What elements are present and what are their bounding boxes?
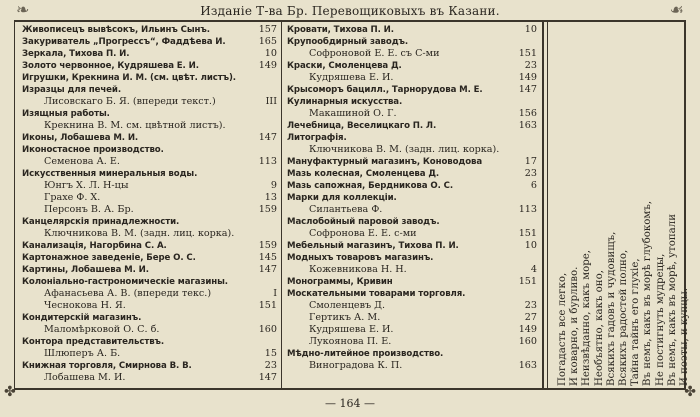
page-header: Изданіе Т-ва Бр. Перевощиковыхъ въ Казани.: [200, 4, 500, 18]
entry-page-number: [274, 228, 277, 240]
entry-text: Монограммы, Кривин: [287, 277, 393, 287]
directory-category: [22, 48, 277, 60]
poem-line: Погадасть все легко,: [557, 272, 568, 386]
directory-column-middle: [287, 24, 537, 372]
entry-text: Краски, Смоленцева Д.: [287, 61, 402, 71]
poem-line: Всякихъ гадовъ и чудовищъ,: [605, 231, 617, 386]
entry-text: Софроновой Е. Е. съ С-ми: [309, 48, 440, 59]
entry-text: Шлюперъ А. Б.: [44, 348, 121, 359]
entry-text: Изящныя работы.: [22, 109, 110, 119]
directory-category: [22, 264, 277, 276]
entry-page-number: 151: [518, 228, 537, 239]
directory-category: [287, 276, 537, 288]
entry-text: Софронова Е. Е. с-ми: [309, 228, 417, 239]
entry-text: Силантьева Ф.: [309, 204, 383, 215]
directory-entry: [287, 324, 537, 336]
directory-entry: [287, 312, 537, 324]
directory-entry: [22, 96, 277, 108]
entry-text: Гертикъ А. М.: [309, 312, 381, 323]
directory-category: [22, 252, 277, 264]
directory-entry: [22, 228, 277, 240]
entry-page-number: [534, 144, 537, 156]
entry-text: Золото червонное, Кудряшева Е. И.: [22, 61, 199, 71]
entry-text: Модныхъ товаровъ магазинъ.: [287, 253, 434, 263]
directory-category: [22, 216, 277, 228]
entry-page-number: 15: [264, 348, 277, 359]
directory-entry: [287, 144, 537, 156]
entry-page-number: 13: [264, 192, 277, 203]
directory-entry: [22, 348, 277, 360]
poem-line: Тайна тайнъ его глухіе,: [630, 258, 642, 386]
entry-page-number: 151: [258, 300, 277, 311]
entry-text: Живописецъ вывѣсокъ, Ильинъ Сынъ.: [22, 25, 210, 35]
entry-page-number: [534, 288, 537, 300]
directory-category: [287, 192, 537, 204]
entry-text: Чеснокова Н. Я.: [44, 300, 126, 311]
entry-text: Виноградова К. П.: [309, 360, 403, 371]
entry-text: Кожевникова Н. Н.: [309, 264, 407, 275]
entry-text: Книжная торговля, Смирнова В. В.: [22, 361, 192, 371]
entry-page-number: [274, 72, 277, 84]
entry-page-number: [534, 36, 537, 48]
entry-text: Литографія.: [287, 133, 347, 143]
poem-line: И поэты, и купцы.: [679, 287, 690, 386]
entry-text: Канализація, Нагорбина С. А.: [22, 241, 167, 251]
entry-text: Маломѣрковой О. С. б.: [44, 324, 160, 335]
entry-page-number: 23: [524, 168, 537, 179]
page-number: — 164 —: [325, 397, 375, 410]
entry-text: Смоленцевъ Д.: [309, 300, 385, 311]
ornament-right-icon: ☙: [669, 0, 684, 19]
directory-category: [287, 252, 537, 264]
entry-page-number: 160: [518, 336, 537, 347]
entry-page-number: [534, 192, 537, 204]
directory-category: [287, 60, 537, 72]
directory-entry: [287, 108, 537, 120]
poem-line: Всякихъ радостей полно,: [618, 249, 629, 386]
entry-page-number: 23: [524, 300, 537, 311]
poem-line: Неизвѣданно, какъ море,: [581, 249, 593, 386]
entry-page-number: 149: [518, 324, 537, 335]
entry-page-number: [274, 276, 277, 288]
directory-category: [22, 144, 277, 156]
directory-category: [287, 348, 537, 360]
directory-category: [22, 168, 277, 180]
entry-page-number: 147: [258, 264, 277, 275]
entry-page-number: 159: [258, 204, 277, 215]
entry-text: Семенова А. Е.: [44, 156, 120, 167]
directory-category: [22, 240, 277, 252]
directory-entry: [287, 360, 537, 372]
poem-line: Не постигнуть мудрецы,: [654, 253, 666, 386]
directory-entry: [287, 228, 537, 240]
entry-text: Макашиной О. Г.: [309, 108, 397, 119]
entry-page-number: [274, 168, 277, 180]
entry-page-number: 17: [524, 156, 537, 167]
entry-text: Персонъ В. А. Бр.: [44, 204, 134, 215]
directory-category: [287, 168, 537, 180]
entry-text: Ключникова В. М. (задн. лиц. корка).: [44, 228, 235, 239]
entry-text: Мѣдно-литейное производство.: [287, 349, 444, 359]
directory-category: [22, 24, 277, 36]
entry-page-number: 157: [258, 24, 277, 35]
entry-page-number: 149: [518, 72, 537, 83]
entry-text: Иконы, Лобашева М. И.: [22, 133, 139, 143]
directory-category: [22, 36, 277, 48]
directory-entry: [22, 372, 277, 384]
entry-text: Маслобойный паровой заводъ.: [287, 217, 440, 227]
directory-category: [22, 60, 277, 72]
entry-text: Кудряшева Е. И.: [309, 324, 394, 335]
entry-page-number: 113: [518, 204, 537, 215]
directory-category: [22, 108, 277, 120]
frame-bottom-rule: [14, 388, 686, 390]
entry-page-number: I: [273, 288, 277, 299]
directory-category: [287, 24, 537, 36]
entry-page-number: 9: [270, 180, 277, 191]
entry-page-number: [274, 336, 277, 348]
entry-page-number: [274, 84, 277, 96]
directory-category: [287, 96, 537, 108]
directory-entry: [287, 72, 537, 84]
entry-text: Крысоморъ бацилл., Тарнорудова М. Е.: [287, 85, 483, 95]
entry-text: Лечебница, Веселицкаго П. Л.: [287, 121, 437, 131]
entry-text: Лисовскаго Б. Я. (впереди текст.): [44, 96, 216, 107]
directory-entry: [22, 288, 277, 300]
entry-page-number: [274, 312, 277, 324]
entry-page-number: [274, 144, 277, 156]
entry-page-number: 160: [258, 324, 277, 335]
entry-text: Искусственныя минеральныя воды.: [22, 169, 198, 179]
directory-category: [22, 84, 277, 96]
entry-page-number: 23: [524, 60, 537, 71]
entry-text: Москательными товарами торговля.: [287, 289, 466, 299]
entry-page-number: [534, 132, 537, 144]
entry-page-number: [274, 120, 277, 132]
directory-category: [22, 132, 277, 144]
entry-text: Зеркала, Тихова П. И.: [22, 49, 130, 59]
entry-page-number: [534, 252, 537, 264]
directory-category: [287, 240, 537, 252]
entry-page-number: 147: [258, 132, 277, 143]
entry-page-number: 10: [264, 48, 277, 59]
entry-text: Игрушки, Крекнина И. М. (см. цвѣт. листъ).: [22, 73, 236, 83]
entry-text: Крекнина В. М. см. цвѣтной листъ).: [44, 120, 226, 131]
entry-text: Кондитерскій магазинъ.: [22, 313, 142, 323]
entry-page-number: 10: [524, 24, 537, 35]
entry-page-number: III: [265, 96, 277, 107]
entry-text: Мазь колесная, Смоленцева Д.: [287, 169, 440, 179]
directory-entry: [287, 204, 537, 216]
directory-category: [22, 360, 277, 372]
entry-text: Мебельный магазинъ, Тихова П. И.: [287, 241, 459, 251]
entry-page-number: 145: [258, 252, 277, 263]
poem-line: Въ немъ, какъ въ морѣ, утопали: [666, 214, 678, 386]
entry-text: Кудряшева Е. И.: [309, 72, 394, 83]
directory-entry: [22, 120, 277, 132]
ornament-left-icon: ❧: [16, 0, 30, 19]
directory-entry: [287, 300, 537, 312]
poem-vertical: [552, 24, 688, 386]
entry-page-number: 149: [258, 60, 277, 71]
entry-page-number: 113: [258, 156, 277, 167]
entry-text: Закуриватель „Прогрессъ“, Фаддѣева И.: [22, 37, 226, 47]
entry-page-number: 4: [530, 264, 537, 275]
directory-entry: [287, 48, 537, 60]
poem-line: Въ немъ, какъ въ морѣ глубокомъ,: [642, 200, 654, 386]
directory-entry: [22, 300, 277, 312]
entry-text: Кулинарныя искусства.: [287, 97, 403, 107]
entry-page-number: 6: [530, 180, 537, 191]
poem-line: Необъятно, какъ оно,: [593, 270, 605, 386]
entry-text: Афанасьева А. В. (впереди текс.): [44, 288, 212, 299]
directory-entry: [22, 324, 277, 336]
entry-text: Грахе Ф. Х.: [44, 192, 101, 203]
column-separator-double-inner: [547, 22, 548, 388]
corner-ornament-right-icon: ✤: [684, 384, 696, 400]
directory-category: [22, 72, 277, 84]
entry-page-number: 27: [524, 312, 537, 323]
corner-ornament-left-icon: ✤: [4, 384, 16, 400]
directory-category: [287, 36, 537, 48]
entry-text: Иконостасное производство.: [22, 145, 164, 155]
entry-page-number: [274, 108, 277, 120]
entry-text: Контора представительствъ.: [22, 337, 165, 347]
entry-text: Юнгъ Х. Л. Н-цы: [44, 180, 129, 191]
entry-text: Канцелярскія принадлежности.: [22, 217, 180, 227]
directory-category: [22, 336, 277, 348]
entry-text: Марки для коллекціи.: [287, 193, 397, 203]
entry-page-number: [534, 96, 537, 108]
frame-top-rule: [14, 20, 686, 22]
directory-category: [287, 216, 537, 228]
entry-text: Изразцы для печей.: [22, 85, 121, 95]
entry-page-number: 23: [264, 360, 277, 371]
directory-entry: [22, 204, 277, 216]
entry-text: Мануфактурный магазинъ, Коноводова: [287, 157, 483, 167]
entry-page-number: 159: [258, 240, 277, 251]
entry-page-number: 10: [524, 240, 537, 251]
entry-text: Лобашева М. И.: [44, 372, 126, 383]
entry-page-number: 156: [518, 108, 537, 119]
column-separator: [281, 22, 282, 388]
entry-page-number: 151: [518, 48, 537, 59]
entry-page-number: 163: [518, 360, 537, 371]
directory-category: [287, 84, 537, 96]
directory-entry: [287, 264, 537, 276]
entry-page-number: 165: [258, 36, 277, 47]
directory-category: [22, 312, 277, 324]
directory-entry: [22, 156, 277, 168]
directory-category: [287, 288, 537, 300]
directory-category: [287, 120, 537, 132]
entry-page-number: [534, 216, 537, 228]
poem-line: И коварно, и бурливо.: [569, 266, 581, 386]
entry-page-number: 147: [518, 84, 537, 95]
entry-text: Лукоянова П. Е.: [309, 336, 392, 347]
directory-column-left: [22, 24, 277, 384]
column-separator-double: [542, 22, 544, 388]
directory-category: [287, 156, 537, 168]
entry-page-number: [534, 348, 537, 360]
directory-category: [287, 132, 537, 144]
entry-text: Картины, Лобашева М. И.: [22, 265, 149, 275]
directory-entry: [22, 192, 277, 204]
directory-entry: [22, 180, 277, 192]
frame-left-rule: [14, 20, 15, 390]
entry-text: Кровати, Тихова П. И.: [287, 25, 394, 35]
entry-page-number: 147: [258, 372, 277, 383]
entry-text: Колоніально-гастрономическіе магазины.: [22, 277, 228, 287]
entry-page-number: [274, 216, 277, 228]
directory-entry: [287, 336, 537, 348]
entry-text: Картонажное заведеніе, Бере О. С.: [22, 253, 196, 263]
directory-category: [287, 180, 537, 192]
entry-text: Ключникова В. М. (задн. лиц. корка).: [309, 144, 500, 155]
entry-text: Мазь сапожная, Бердникова О. С.: [287, 181, 453, 191]
directory-category: [22, 276, 277, 288]
entry-page-number: 151: [518, 276, 537, 287]
entry-page-number: 163: [518, 120, 537, 131]
entry-text: Крупообдирный заводъ.: [287, 37, 409, 47]
